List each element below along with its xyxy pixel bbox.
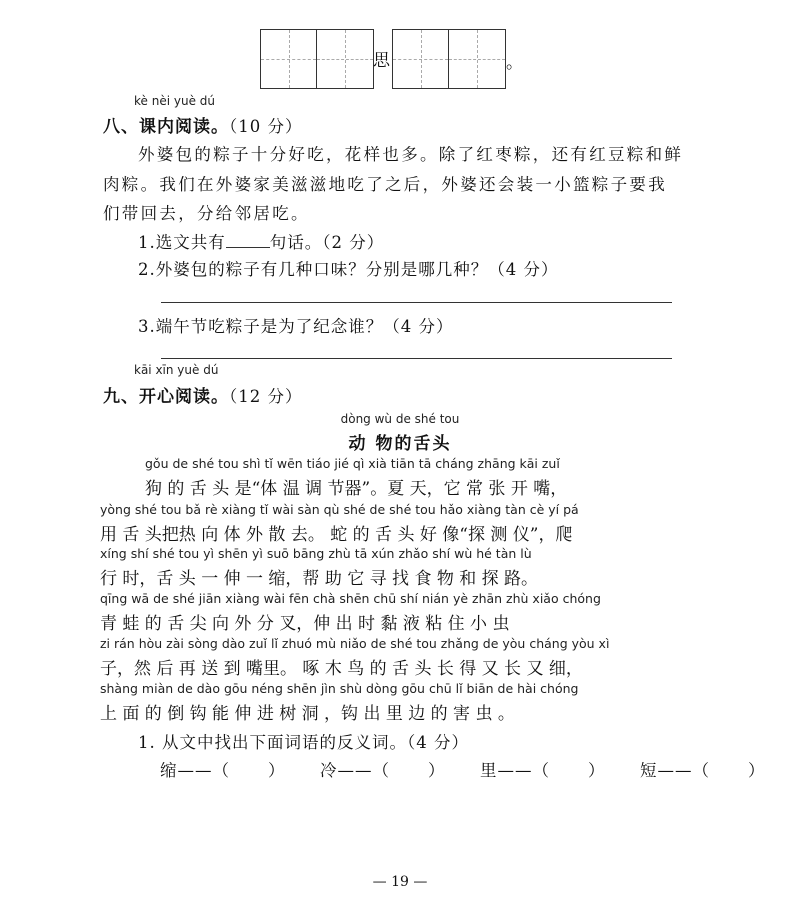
story-text-line: 行 时，舌 头 一 伸 一 缩，帮 助 它 寻 找 食 物 和 探 路。 <box>100 569 539 589</box>
section8-passage-line-3: 们带回去，分给邻居吃。 <box>103 204 310 223</box>
section8-question-2: 2.外婆包的粽子有几种口味？分别是哪几种？（4 分） <box>138 260 559 279</box>
section8-question-1 <box>138 229 384 253</box>
story-text-line: 子，然 后 再 送 到 嘴里。 啄 木 鸟 的 舌 头 长 得 又 长 又 细， <box>100 659 583 679</box>
story-text-line: 狗 的 舌 头 是“体 温 调 节器”。夏 天，它 常 张 开 嘴， <box>145 479 568 499</box>
story-pinyin-line: gǒu de shé tou shì tǐ wēn tiáo jié qì xià tiān tā cháng zhāng kāi zuǐ <box>145 456 560 471</box>
section9-score: （12 分） <box>229 387 303 406</box>
section8-heading: 八、课内阅读。 <box>103 117 229 137</box>
q1-text-before: 1.选文共有 <box>138 233 226 252</box>
story-text-line: 上 面 的 倒 钩 能 伸 进 树 洞 ，钩 出 里 边 的 害 虫 。 <box>100 704 515 724</box>
section9-question-1: 1. 从文中找出下面词语的反义词。（4 分） <box>138 733 469 752</box>
writing-box-group-left[interactable] <box>260 29 374 89</box>
end-char: 。 <box>506 53 523 73</box>
section9-heading-row <box>103 382 303 407</box>
story-text-line: 用 舌 头把热 向 体 外 散 去。 蛇 的 舌 头 好 像“探 测 仪”，爬 <box>100 525 573 545</box>
story-pinyin-line: xíng shí shé tou yì shēn yì suō bāng zhù tā xún zhǎo shí wù hé tàn lù <box>100 546 532 561</box>
antonym-item: 短——（ ） <box>640 761 766 780</box>
q2-answer-line[interactable] <box>161 302 672 303</box>
story-pinyin-line: zi rán hòu zài sòng dào zuǐ lǐ zhuó mù niǎo de shé tou zhǎng de yòu cháng yòu xì <box>100 636 610 651</box>
q1-answer-blank[interactable] <box>226 233 270 248</box>
story-pinyin-line: shàng miàn de dào gōu néng shēn jìn shù dòng gōu chū lǐ biān de hài chóng <box>100 681 579 696</box>
writing-cell[interactable] <box>393 30 449 88</box>
story-pinyin-line: qīng wā de shé jiān xiàng wài fēn chà shēn chū shí nián yè zhān zhù xiǎo chóng <box>100 591 601 606</box>
antonym-item: 缩——（ ） <box>160 761 286 780</box>
page-number: — 19 — <box>372 874 428 890</box>
writing-box-group-right[interactable] <box>392 29 506 89</box>
story-title-pinyin: dòng wù de shé tou <box>340 412 460 426</box>
section8-question-3: 3.端午节吃粽子是为了纪念谁？（4 分） <box>138 317 454 336</box>
section8-score: （10 分） <box>229 117 303 136</box>
middle-char: 思 <box>373 51 390 71</box>
story-text-line: 青 蛙 的 舌 尖 向 外 分 叉，伸 出 时 黏 液 粘 住 小 虫 <box>100 614 510 634</box>
antonym-item: 里——（ ） <box>480 761 606 780</box>
q3-answer-line[interactable] <box>161 358 672 359</box>
writing-cell[interactable] <box>261 30 317 88</box>
section9-pinyin: kāi xīn yuè dú <box>134 363 219 377</box>
section8-pinyin: kè nèi yuè dú <box>134 94 215 108</box>
writing-cell[interactable] <box>449 30 505 88</box>
section9-heading: 九、开心阅读。 <box>103 387 229 407</box>
story-title: 动 物的舌头 <box>348 434 452 454</box>
q1-text-after: 句话。（2 分） <box>269 233 385 252</box>
story-pinyin-line: yòng shé tou bǎ rè xiàng tǐ wài sàn qù shé de shé tou hǎo xiàng tàn cè yí pá <box>100 502 579 517</box>
section8-passage-line-2: 肉粽。我们在外婆家美滋滋地吃了之后，外婆还会装一小篮粽子要我 <box>103 175 667 194</box>
section8-passage-line-1: 外婆包的粽子十分好吃，花样也多。除了红枣粽，还有红豆粽和鲜 <box>138 145 684 164</box>
section8-heading-row <box>103 112 303 137</box>
antonym-row <box>160 757 766 781</box>
antonym-item: 冷——（ ） <box>320 761 446 780</box>
writing-cell[interactable] <box>317 30 373 88</box>
